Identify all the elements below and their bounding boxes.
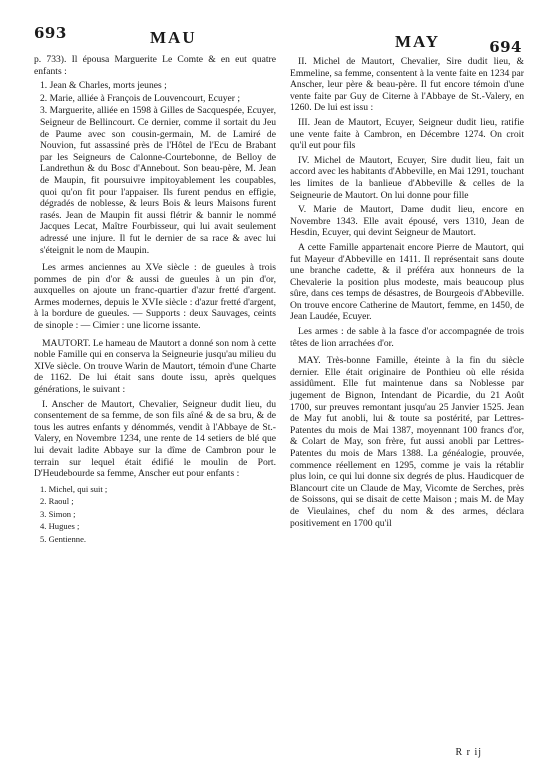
intro-paragraph: p. 733). Il épousa Marguerite Le Comte & en eut quatre enfants : (34, 54, 276, 77)
list-item: 5. Gentienne. (40, 533, 87, 544)
list-item: 3. Simon ; (40, 508, 76, 519)
generation-5-paragraph: V. Marie de Mautort, Dame dudit lieu, encore en Novembre 1343. Elle avait épousé, vers 1310, Jean de Hesdin, Ecuyer, qui devint Seigneur de Mautort. (290, 204, 524, 239)
generation-3-paragraph: III. Jean de Mautort, Ecuyer, Seigneur dudit lieu, ratifie une vente faite à Cambron, en Décembre 1274. On croit qu'il eut pour fils (290, 116, 524, 152)
right-column (290, 56, 524, 532)
maupin-children-list (34, 80, 276, 256)
anscher-paragraph: I. Anscher de Mautort, Chevalier, Seigneur dudit lieu, du consentement de sa femme, de son fils aîné & de sa bru, & de tous les autres enfants y dénommés, vendit à l'Abbaye de St.-Valery, en Novembre 1234, une rente de 14 setiers de blé que lui devait ladite Abbaye sur la dîme de Cambron pour le terrain sur lequel était édifié le moulin de Port. D'Heudebourde sa femme, Anscher eut pour enfants : (34, 398, 276, 480)
page-number-right: 694 (489, 38, 522, 56)
running-header-left: MAU (150, 28, 197, 47)
arms-paragraph: Les armes : de sable à la fasce d'or accompagnée de trois têtes de lion arrachées d'or. (290, 326, 524, 349)
running-header-right: MAY (395, 32, 441, 51)
list-item: 3. Marguerite, alliée en 1598 à Gilles de Sacquespée, Ecuyer, Seigneur de Bellincourt. Ce dernier, comme il sortait du Jeu de Paume avec son cousin-germain, M. de Lamiré de Nouvion, fut assassiné près de l'Hôtel de l'Ecu de Brabant par les Seigneurs de Calonne-Courtebonne, de Belloy de Landrethun & du Bosc d'Annebout. Son beau-père, M. Jean de Maupin, fit poursuivre impitoyablement les coupables, quoi qu'on fit pour l'appaiser. Ils furent pendus en effigie, dégradés de noblesse, & leurs Bois & leurs Maisons furent rasés. Jean de Maupin fit aussi flétrir & bannir le nommé Jacques Lecat, Maître Fourbisseur, qui lui avait seulement adressé une injure. Il fut le dernier de sa race & avec lui s'éteignit le nom de Maupin. (40, 105, 276, 256)
list-item: 1. Jean & Charles, morts jeunes ; (40, 80, 167, 92)
generation-4-paragraph: IV. Michel de Mautort, Ecuyer, Sire dudit lieu, fait un accord avec les habitants d'Abbeville, en Mai 1291, touchant les limites de la banlieue d'Abbeville & celles de la Seigneurie de Mautort. On lui donne pour fille (290, 154, 524, 201)
list-item: 4. Hugues ; (40, 521, 80, 532)
family-paragraph: A cette Famille appartenait encore Pierre de Mautort, qui fut Mayeur d'Abbeville en 1411. Il représentait sans doute une branche cadette, & il préféra aux honneurs de la Chevalerie la position plus modeste, mais beaucoup plus sûre, dans ces temps de désastres, de Bourgeois d'Abbeville. On trouve encore Catherine de Mautort, femme, en 1450, de Jean Laudée, Ecuyer. (290, 241, 524, 323)
anscher-children-list (34, 483, 276, 546)
left-column (34, 54, 276, 549)
may-entry: MAY. Très-bonne Famille, éteinte à la fin du siècle dernier. Elle était originaire de Ponthieu où elle résida assidûment. Elle fut maintenue dans sa Noblesse par jugement de Bignon, Intendant de Picardie, du 21 Août 1700, sur preuves remontant jusqu'au 25 Janvier 1525. Jean de May fut anobli, lui & toute sa postérité, par Lettres-Patentes du mois de Mai 1387, moyennant 100 francs d'or, & Colart de May, son frère, fut aussi anobli par Lettres-Patentes du mois de Mars 1388. La généalogie, prouvée, commence réellement en 1295, comme je vais la rétablir plus loin, ce qui lui donne six degrés de plus. Haudicquer de Blancourt cite un Claude de May, Vicomte de Serches, près de Soissons, qui se disait de cette Maison ; mais M. de May de Vieulaines, chef du nom & des armes, déclara positivement en 1700 qu'il (290, 355, 524, 529)
list-item: 2. Marie, alliée à François de Louvencourt, Ecuyer ; (40, 92, 241, 104)
arms-paragraph: Les armes anciennes au XVe siècle : de gueules à trois pommes de pin d'or & aussi de gueules à un pin d'or, auxquelles on ajoute un franc-quartier d'azur fretté d'argent. Armes modernes, depuis le XVIe siècle : d'azur fretté d'argent, à la bordure de gueules. — Supports : deux Sauvages, ceints de sinople : — Cimier : une licorne issante. (34, 262, 276, 332)
list-item: 1. Michel, qui suit ; (40, 483, 108, 494)
page-number-left: 693 (34, 24, 67, 42)
generation-2-paragraph: II. Michel de Mautort, Chevalier, Sire dudit lieu, & Emmeline, sa femme, consentent à la vente faite en 1234 par Anscher, leur père & beau-père. Il fut encore témoin d'une vente faite par Guy de Citerne à l'Abbaye de St.-Valery, en 1260. De lui est issu : (290, 56, 524, 114)
signature-mark: R r ij (455, 747, 482, 758)
list-item: 2. Raoul ; (40, 496, 74, 507)
mautort-entry: MAUTORT. Le hameau de Mautort a donné son nom à cette noble Famille qui en conserva la Seigneurie jusqu'au milieu du XIVe siècle. On trouve Warin de Mautort, témoin d'une Charte de 1162. De lui était sans doute issu, après quelques générations, le suivant : (34, 337, 276, 396)
